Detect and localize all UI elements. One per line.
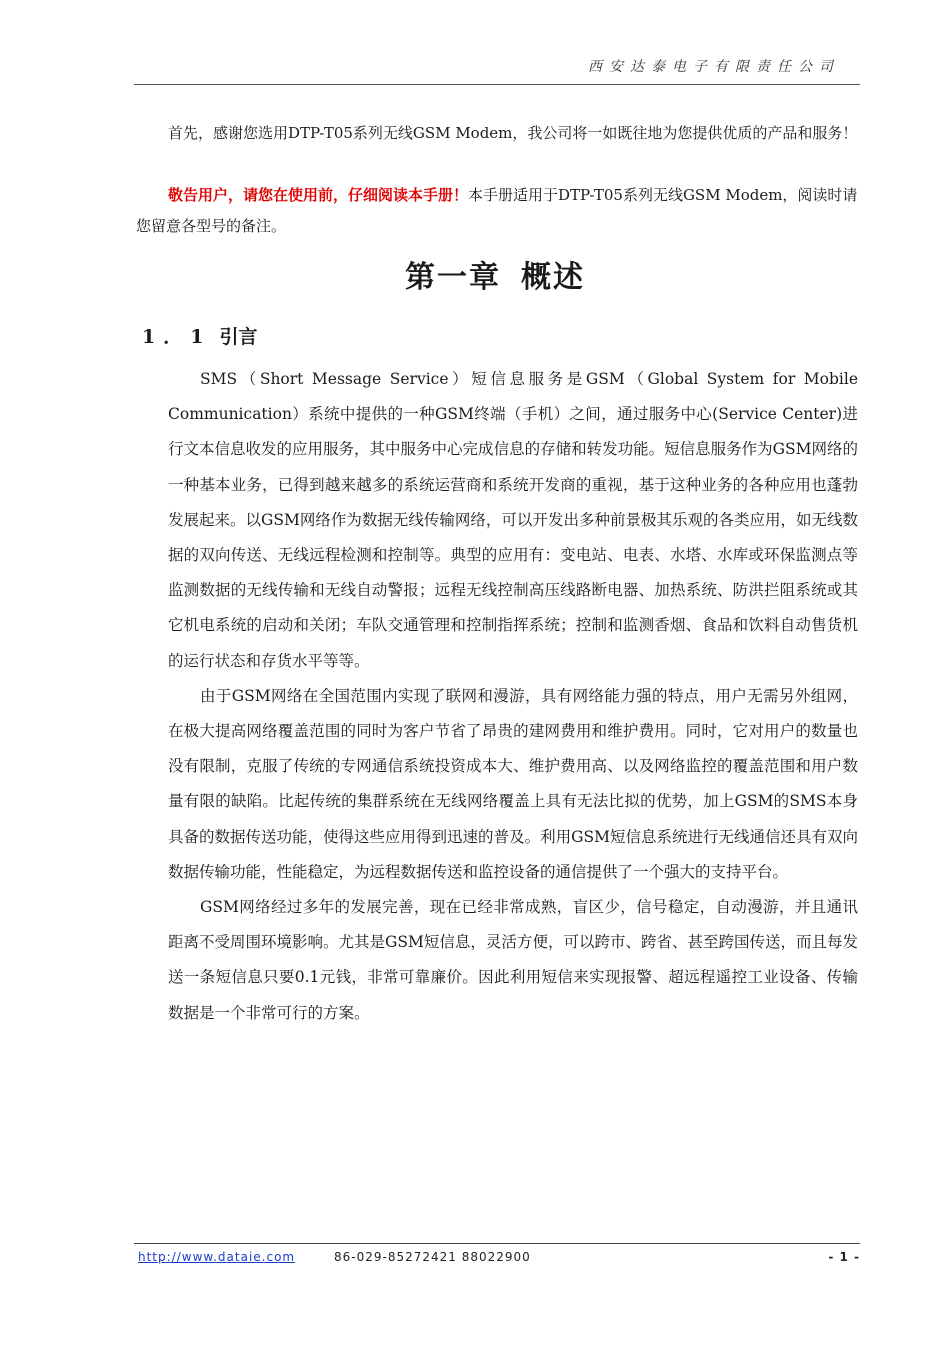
warning-text: 敬告用户，请您在使用前，仔细阅读本手册！ [168, 186, 469, 204]
footer-phone: 86-029-85272421 88022900 [334, 1250, 531, 1264]
footer-divider [134, 1243, 860, 1244]
chapter-number: 第一章 [405, 260, 501, 295]
chapter-title [0, 252, 950, 296]
section-number: 1．1 [142, 326, 212, 348]
header-company-name: 西安达泰电子有限责任公司 [588, 59, 840, 75]
body-paragraph: SMS（Short Message Service）短信息服务是GSM（Global System for Mobile Communication）系统中提供的一种GSM终端（手机）之间，通过服务中心(Service Center)进行文本信息收发的应用服务，其中服务中心完成信息的存储和转发功能。短信息服务作为GSM网络的一种基本业务，已得到越来越多的系统运营商和系统开发商的重视，基于这种业务的各种应用也蓬勃发展起来。以GSM网络作为数据无线传输网络，可以开发出多种前景极其乐观的各类应用，如无线数据的双向传送、无线远程检测和控制等。典型的应用有：变电站、电表、水塔、水库或环保监测点等监测数据的无线传输和无线自动警报；远程无线控制高压线路断电器、加热系统、防洪拦阻系统或其它机电系统的启动和关闭；车队交通管理和控制指挥系统；控制和监测香烟、食品和饮料自动售货机的运行状态和存货水平等等。 [168, 370, 858, 670]
body-paragraph: GSM网络经过多年的发展完善，现在已经非常成熟，盲区少，信号稳定，自动漫游，并且通讯距离不受周围环境影响。尤其是GSM短信息，灵活方便，可以跨市、跨省、甚至跨国传送，而且每发送一条短信息只要0.1元钱，非常可靠廉价。因此利用短信来实现报警、超远程遥控工业设备、传输数据是一个非常可行的方案。 [168, 898, 858, 1022]
intro-paragraph-2 [136, 180, 858, 242]
chapter-name: 概述 [521, 260, 585, 295]
header-divider [134, 84, 860, 85]
body-text [168, 362, 858, 1031]
intro-paragraph-1: 首先，感谢您选用DTP-T05系列无线GSM Modem，我公司将一如既往地为您提供优质的产品和服务！ [168, 124, 858, 142]
section-heading [142, 322, 257, 349]
section-title: 引言 [219, 326, 258, 348]
body-paragraph: 由于GSM网络在全国范围内实现了联网和漫游，具有网络能力强的特点，用户无需另外组网，在极大提高网络覆盖范围的同时为客户节省了昂贵的建网费用和维护费用。同时，它对用户的数量也没有限制，克服了传统的专网通信系统投资成本大、维护费用高、以及网络监控的覆盖范围和用户数量有限的缺陷。比起传统的集群系统在无线网络覆盖上具有无法比拟的优势，加上GSM的SMS本身具备的数据传送功能，使得这些应用得到迅速的普及。利用GSM短信息系统进行无线通信还具有双向数据传输功能，性能稳定，为远程数据传送和监控设备的通信提供了一个强大的支持平台。 [168, 686, 858, 881]
page-number: - 1 - [828, 1250, 860, 1264]
footer-url-link[interactable]: http://www.dataie.com [138, 1250, 296, 1264]
intro-paragraph-2-text: 本手册适用于DTP-T05系列无线GSM Modem，阅读时请您留意各型号的备注。 [136, 186, 858, 235]
footer [134, 1250, 860, 1270]
